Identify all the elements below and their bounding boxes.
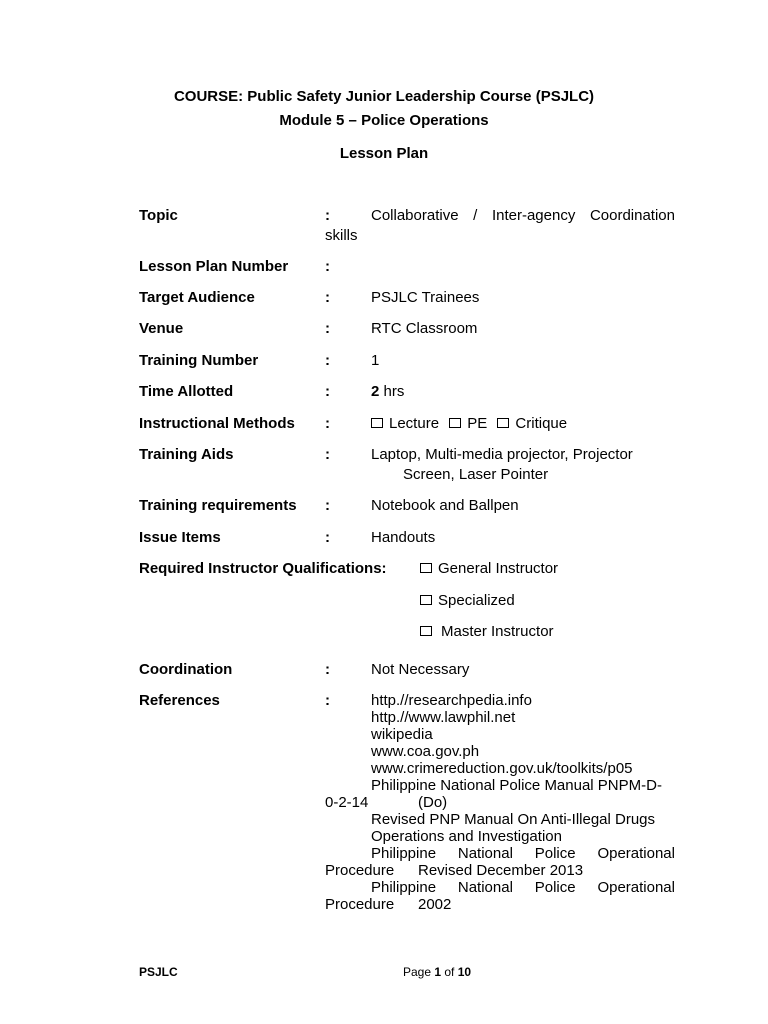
topic-value-line2: skills bbox=[325, 227, 358, 244]
reference-word: Philippine bbox=[371, 845, 437, 862]
training-aids-colon: : bbox=[325, 446, 330, 463]
lesson-plan-number-label: Lesson Plan Number bbox=[139, 258, 289, 275]
reference-word: National bbox=[457, 845, 513, 862]
training-requirements-label: Training requirements bbox=[139, 497, 297, 514]
instructional-methods-label: Instructional Methods bbox=[139, 415, 295, 432]
reference-item bbox=[371, 845, 675, 862]
reference-word: National bbox=[457, 879, 513, 896]
time-allotted-value bbox=[371, 383, 404, 400]
lesson-plan-number-colon: : bbox=[325, 258, 330, 275]
topic-word: Inter-agency bbox=[491, 207, 576, 224]
time-allotted-label: Time Allotted bbox=[139, 383, 234, 400]
qualification-master bbox=[420, 623, 554, 640]
issue-items-colon: : bbox=[325, 529, 330, 546]
lecture-option-label: Lecture bbox=[389, 415, 440, 432]
topic-label: Topic bbox=[139, 207, 178, 224]
reference-item: www.crimereduction.gov.uk/toolkits/p05 bbox=[371, 760, 633, 777]
topic-colon: : bbox=[325, 207, 330, 224]
master-instructor-label: Master Instructor bbox=[441, 623, 554, 640]
reference-item: http.//researchpedia.info bbox=[371, 692, 532, 709]
reference-item: Philippine National Police Manual PNPM-D- bbox=[371, 777, 662, 794]
instructional-methods-options bbox=[371, 415, 567, 432]
reference-item bbox=[371, 879, 675, 896]
time-allotted-number: 2 bbox=[371, 383, 380, 400]
coordination-value: Not Necessary bbox=[371, 661, 470, 678]
references-label: References bbox=[139, 692, 220, 709]
page-total: 10 bbox=[457, 965, 472, 979]
reference-item-cont: (Do) bbox=[418, 794, 448, 811]
training-number-colon: : bbox=[325, 352, 330, 369]
coordination-label: Coordination bbox=[139, 661, 233, 678]
training-aids-value-line2: Screen, Laser Pointer bbox=[403, 466, 549, 483]
reference-word: Operational bbox=[597, 879, 675, 896]
critique-checkbox[interactable] bbox=[497, 418, 509, 428]
specialized-label: Specialized bbox=[438, 592, 515, 609]
training-aids-value-line1: Laptop, Multi-media projector, Projector bbox=[371, 446, 633, 463]
coordination-colon: : bbox=[325, 661, 330, 678]
training-requirements-value: Notebook and Ballpen bbox=[371, 497, 519, 514]
reference-word: Philippine bbox=[371, 879, 437, 896]
reference-item-cont: Procedure bbox=[325, 862, 395, 879]
training-number-label: Training Number bbox=[139, 352, 259, 369]
page-current: 1 bbox=[434, 965, 442, 979]
pe-option-label: PE bbox=[467, 415, 488, 432]
target-audience-label: Target Audience bbox=[139, 289, 255, 306]
time-allotted-colon: : bbox=[325, 383, 330, 400]
training-number-value: 1 bbox=[371, 352, 380, 369]
reference-item-cont: 2002 bbox=[418, 896, 452, 913]
reference-item-cont: Revised December 2013 bbox=[418, 862, 584, 879]
qualification-general bbox=[420, 560, 558, 577]
master-instructor-checkbox[interactable] bbox=[420, 626, 432, 636]
reference-word: Police bbox=[534, 845, 576, 862]
instructor-qualifications-label: Required Instructor Qualifications: bbox=[139, 560, 387, 577]
reference-item: www.coa.gov.ph bbox=[371, 743, 480, 760]
instructional-methods-colon: : bbox=[325, 415, 330, 432]
lecture-checkbox[interactable] bbox=[371, 418, 383, 428]
topic-word: Coordination bbox=[589, 207, 675, 224]
reference-item: wikipedia bbox=[371, 726, 433, 743]
reference-word: Police bbox=[534, 879, 576, 896]
doc-type-title: Lesson Plan bbox=[339, 145, 429, 162]
critique-option-label: Critique bbox=[515, 415, 568, 432]
venue-colon: : bbox=[325, 320, 330, 337]
qualification-specialized bbox=[420, 592, 515, 609]
references-colon: : bbox=[325, 692, 330, 709]
venue-value: RTC Classroom bbox=[371, 320, 478, 337]
reference-item: http.//www.lawphil.net bbox=[371, 709, 516, 726]
general-instructor-label: General Instructor bbox=[438, 560, 559, 577]
issue-items-label: Issue Items bbox=[139, 529, 221, 546]
reference-item: Revised PNP Manual On Anti-Illegal Drugs bbox=[371, 811, 656, 828]
reference-item-cont: Operations and Investigation bbox=[371, 828, 562, 845]
training-requirements-colon: : bbox=[325, 497, 330, 514]
reference-item-cont: 0-2-14 bbox=[325, 794, 369, 811]
footer-page-number bbox=[403, 965, 471, 979]
page-prefix: Page bbox=[403, 965, 435, 979]
module-title: Module 5 – Police Operations bbox=[279, 112, 489, 129]
course-title: COURSE: Public Safety Junior Leadership Course (PSJLC) bbox=[173, 88, 595, 105]
topic-word: Collaborative bbox=[371, 207, 459, 224]
page-separator: of bbox=[441, 965, 458, 979]
reference-item-cont: Procedure bbox=[325, 896, 395, 913]
specialized-checkbox[interactable] bbox=[420, 595, 432, 605]
target-audience-colon: : bbox=[325, 289, 330, 306]
topic-value-line1 bbox=[371, 207, 675, 224]
topic-word: / bbox=[473, 207, 478, 224]
footer-course-code: PSJLC bbox=[139, 965, 178, 979]
general-instructor-checkbox[interactable] bbox=[420, 563, 432, 573]
reference-word: Operational bbox=[597, 845, 675, 862]
target-audience-value: PSJLC Trainees bbox=[371, 289, 480, 306]
venue-label: Venue bbox=[139, 320, 184, 337]
pe-checkbox[interactable] bbox=[449, 418, 461, 428]
training-aids-label: Training Aids bbox=[139, 446, 234, 463]
issue-items-value: Handouts bbox=[371, 529, 436, 546]
time-allotted-unit: hrs bbox=[379, 383, 405, 400]
